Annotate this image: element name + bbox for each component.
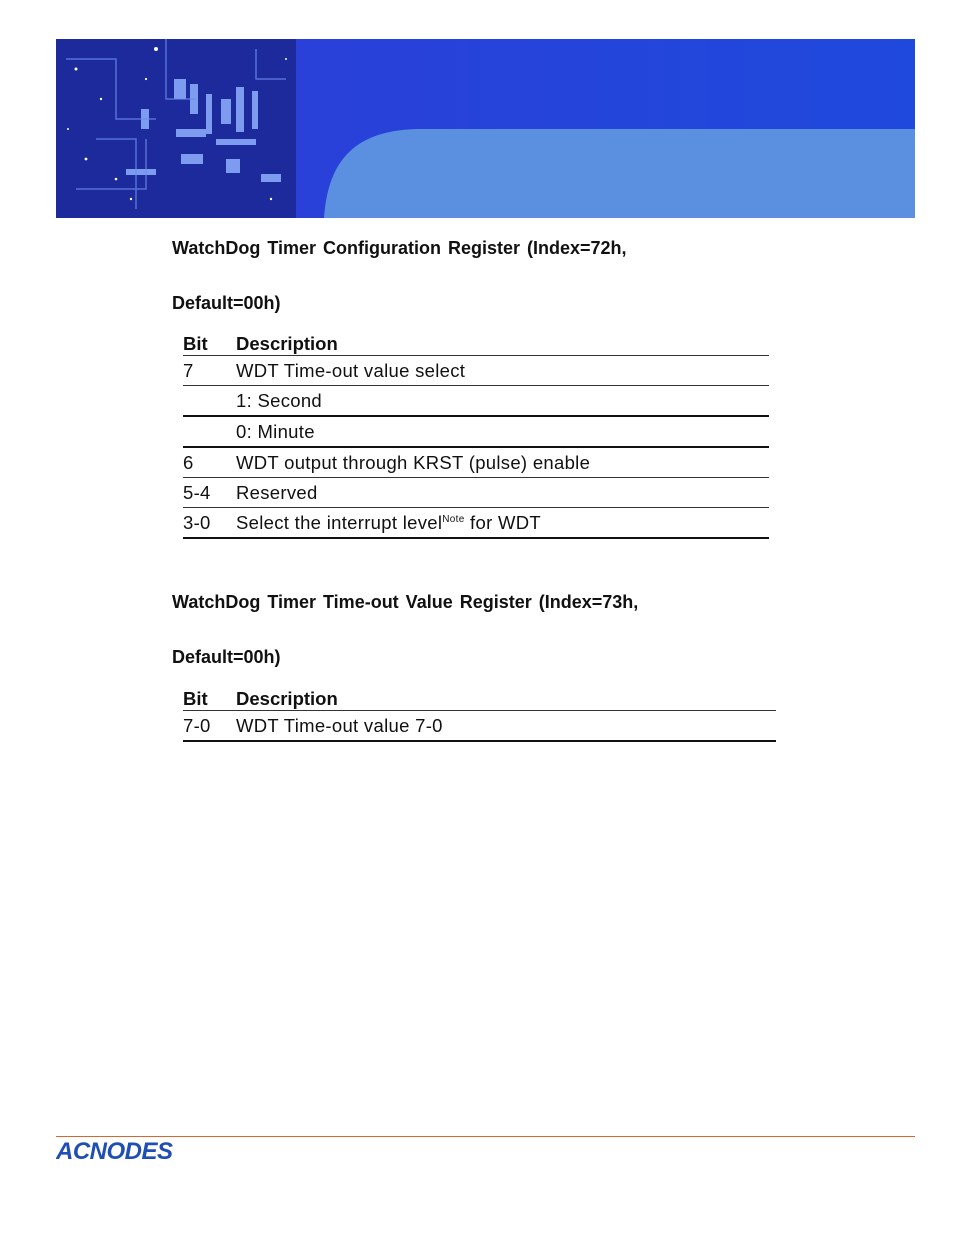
table-row — [183, 386, 769, 417]
section2-title-line1: WatchDog Timer Time-out Value Register (Index=73h, — [172, 592, 639, 612]
table-row — [183, 416, 769, 447]
bit-column-header: Bit — [183, 684, 236, 711]
bit-cell: 7-0 — [183, 711, 236, 742]
description-cell: WDT Time-out value select — [236, 356, 769, 386]
bit-cell: 6 — [183, 447, 236, 478]
description-text: for WDT — [464, 511, 542, 533]
footer-rule — [56, 1136, 915, 1137]
table-row — [183, 508, 769, 539]
description-cell: WDT output through KRST (pulse) enable — [236, 447, 769, 478]
description-column-header: Description — [236, 329, 769, 356]
config-register-table — [183, 329, 769, 539]
table-row — [183, 478, 769, 508]
header-banner — [56, 39, 915, 218]
section1-title-line2: Default=00h) — [172, 293, 281, 313]
timeout-register-table — [183, 684, 776, 742]
bit-cell: 7 — [183, 356, 236, 386]
table-row — [183, 447, 769, 478]
bit-cell — [183, 386, 236, 417]
description-text: Select the interrupt level — [236, 511, 443, 533]
section1-title-line1: WatchDog Timer Configuration Register (Index=72h, — [172, 238, 627, 258]
section2-title-line2: Default=00h) — [172, 647, 281, 667]
note-superscript: Note — [442, 513, 465, 525]
acnodes-logo — [56, 1138, 216, 1169]
description-cell — [236, 508, 769, 539]
table-header-row — [183, 329, 769, 356]
bit-cell — [183, 416, 236, 447]
description-cell: WDT Time-out value 7-0 — [236, 711, 776, 742]
circuit-board-banner-image — [56, 39, 915, 218]
description-cell: 1: Second — [236, 386, 769, 417]
bit-column-header: Bit — [183, 329, 236, 356]
logo-text: ACNODES — [56, 1138, 173, 1164]
acnodes-logo-image — [56, 1138, 216, 1164]
description-column-header: Description — [236, 684, 776, 711]
table-row — [183, 711, 776, 742]
bit-cell: 3-0 — [183, 508, 236, 539]
bit-cell: 5-4 — [183, 478, 236, 508]
table-header-row — [183, 684, 776, 711]
description-cell: 0: Minute — [236, 416, 769, 447]
table-row — [183, 356, 769, 386]
description-cell: Reserved — [236, 478, 769, 508]
